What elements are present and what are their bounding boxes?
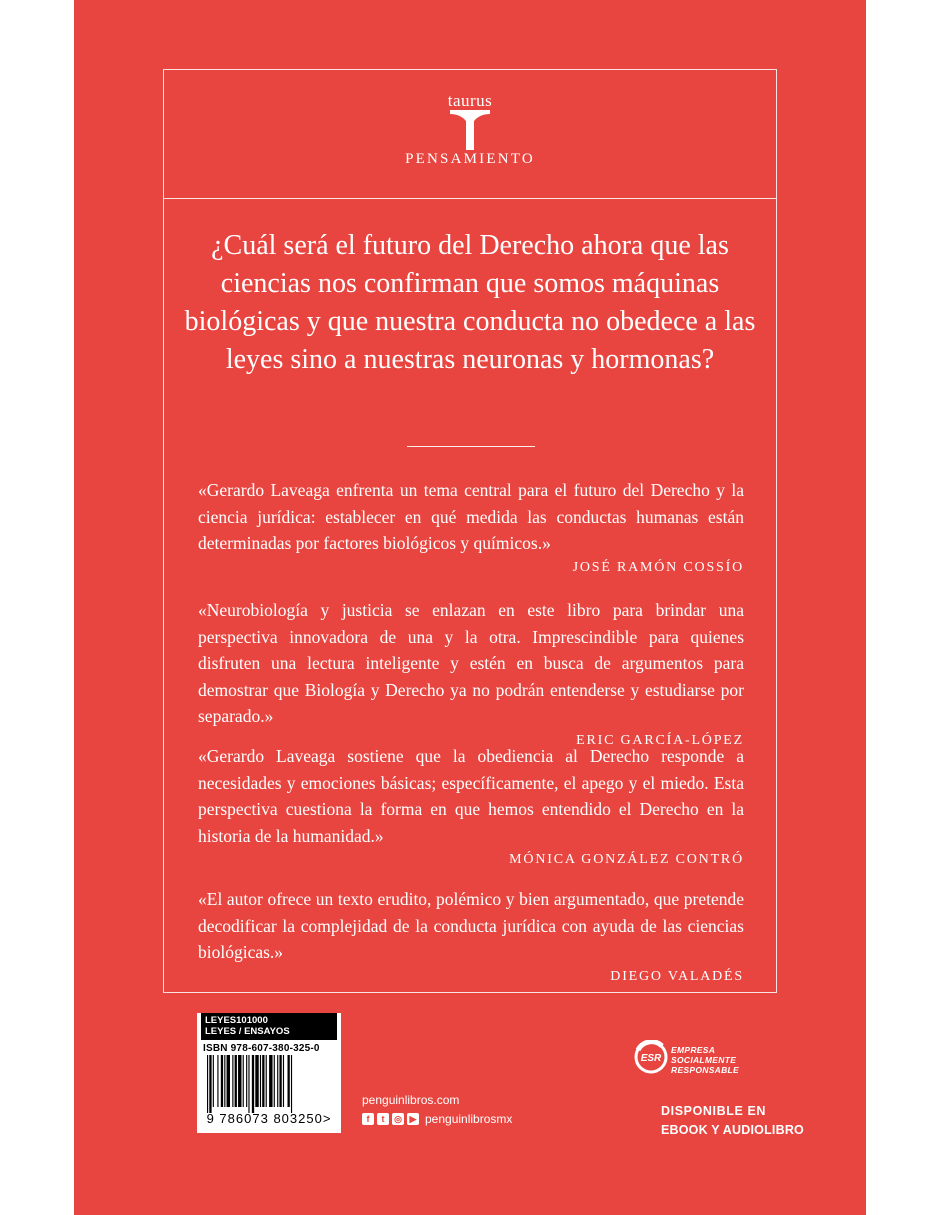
barcode-block — [197, 1013, 341, 1133]
esr-line-3: RESPONSABLE — [671, 1065, 740, 1075]
barcode-group-2: 803250 — [273, 1111, 323, 1126]
instagram-icon[interactable]: ◎ — [392, 1113, 404, 1125]
esr-logo-icon — [634, 1040, 668, 1074]
taurus-t-logo-icon — [448, 110, 492, 150]
availability-line-1: DISPONIBLE EN — [661, 1104, 767, 1118]
content-frame — [163, 69, 777, 993]
blurb-1 — [198, 477, 744, 576]
publisher-info — [362, 1093, 512, 1126]
barcode-group-1: 786073 — [219, 1111, 269, 1126]
esr-line-2: SOCIALMENTE — [671, 1055, 737, 1065]
short-divider — [407, 446, 535, 447]
blurb-3 — [198, 743, 744, 868]
blurb-text: «Gerardo Laveaga enfrenta un tema central para el futuro del Derecho y la ciencia jurídica: establecer en qué medida las conductas humanas están determinadas por factores biológicos y químicos.» — [198, 480, 744, 553]
availability-line-2: EBOOK Y AUDIOLIBRO — [661, 1123, 804, 1137]
imprint-header — [164, 92, 776, 168]
blurb-text: «Gerardo Laveaga sostiene que la obediencia al Derecho responde a necesidades y emociones básicas; específicamente, el apego y el miedo. Esta perspectiva cuestiona la forma en que hemos entendido el Derecho en la historia de la humanidad.» — [198, 746, 744, 846]
publisher-website[interactable]: penguinlibros.com — [362, 1093, 460, 1107]
book-back-cover — [74, 0, 866, 1215]
blurb-4 — [198, 886, 744, 985]
header-divider — [164, 198, 776, 199]
social-handle[interactable]: penguinlibrosmx — [425, 1112, 513, 1126]
blurb-author: JOSÉ RAMÓN COSSÍO — [572, 559, 744, 575]
barcode-icon — [205, 1055, 333, 1113]
blurb-author: MÓNICA GONZÁLEZ CONTRÓ — [509, 852, 744, 867]
blurb-author: DIEGO VALADÉS — [610, 968, 744, 984]
barcode-digits — [197, 1111, 341, 1126]
social-row — [362, 1112, 512, 1126]
barcode-lead-digit: 9 — [206, 1111, 215, 1126]
blurb-text: «El autor ofrece un texto erudito, polémico y bien argumentado, que pretende decodificar la complejidad de la conducta jurídica con ayuda de las ciencias biológicas.» — [198, 889, 744, 962]
availability-note — [661, 1102, 804, 1140]
blurb-author: ERIC GARCÍA-LÓPEZ — [576, 732, 744, 748]
bisac-category: LEYES / ENSAYOS — [205, 1026, 290, 1037]
esr-text — [671, 1045, 739, 1075]
imprint-series: PENSAMIENTO — [405, 151, 535, 167]
imprint-name: taurus — [447, 91, 493, 110]
headline-question — [164, 227, 776, 379]
barcode-end-mark: > — [322, 1111, 332, 1126]
isbn-text: ISBN 978-607-380-325-0 — [203, 1043, 320, 1054]
facebook-icon[interactable]: f — [362, 1113, 374, 1125]
blurb-text: «Neurobiología y justicia se enlazan en este libro para brindar una perspectiva innovadora de una y la otra. Imprescindible para quienes disfruten una lectura inteligente y estén en busca de argumentos para demostrar que Biología y Derecho ya no podrán entenderse y estudiarse por separado.» — [198, 600, 744, 726]
youtube-icon[interactable]: ▶ — [407, 1113, 419, 1125]
esr-badge-text: ESR — [640, 1053, 662, 1064]
twitter-icon[interactable]: t — [377, 1113, 389, 1125]
blurb-2 — [198, 597, 744, 749]
bisac-code: LEYES101000 — [205, 1015, 268, 1026]
esr-line-1: EMPRESA — [671, 1045, 716, 1055]
headline-question-text: ¿Cuál será el futuro del Derecho ahora que las ciencias nos confirman que somos máquinas biológicas y que nuestra conducta no obedece a las leyes sino a nuestras neuronas y hormonas? — [184, 230, 756, 375]
bisac-label — [201, 1013, 337, 1040]
